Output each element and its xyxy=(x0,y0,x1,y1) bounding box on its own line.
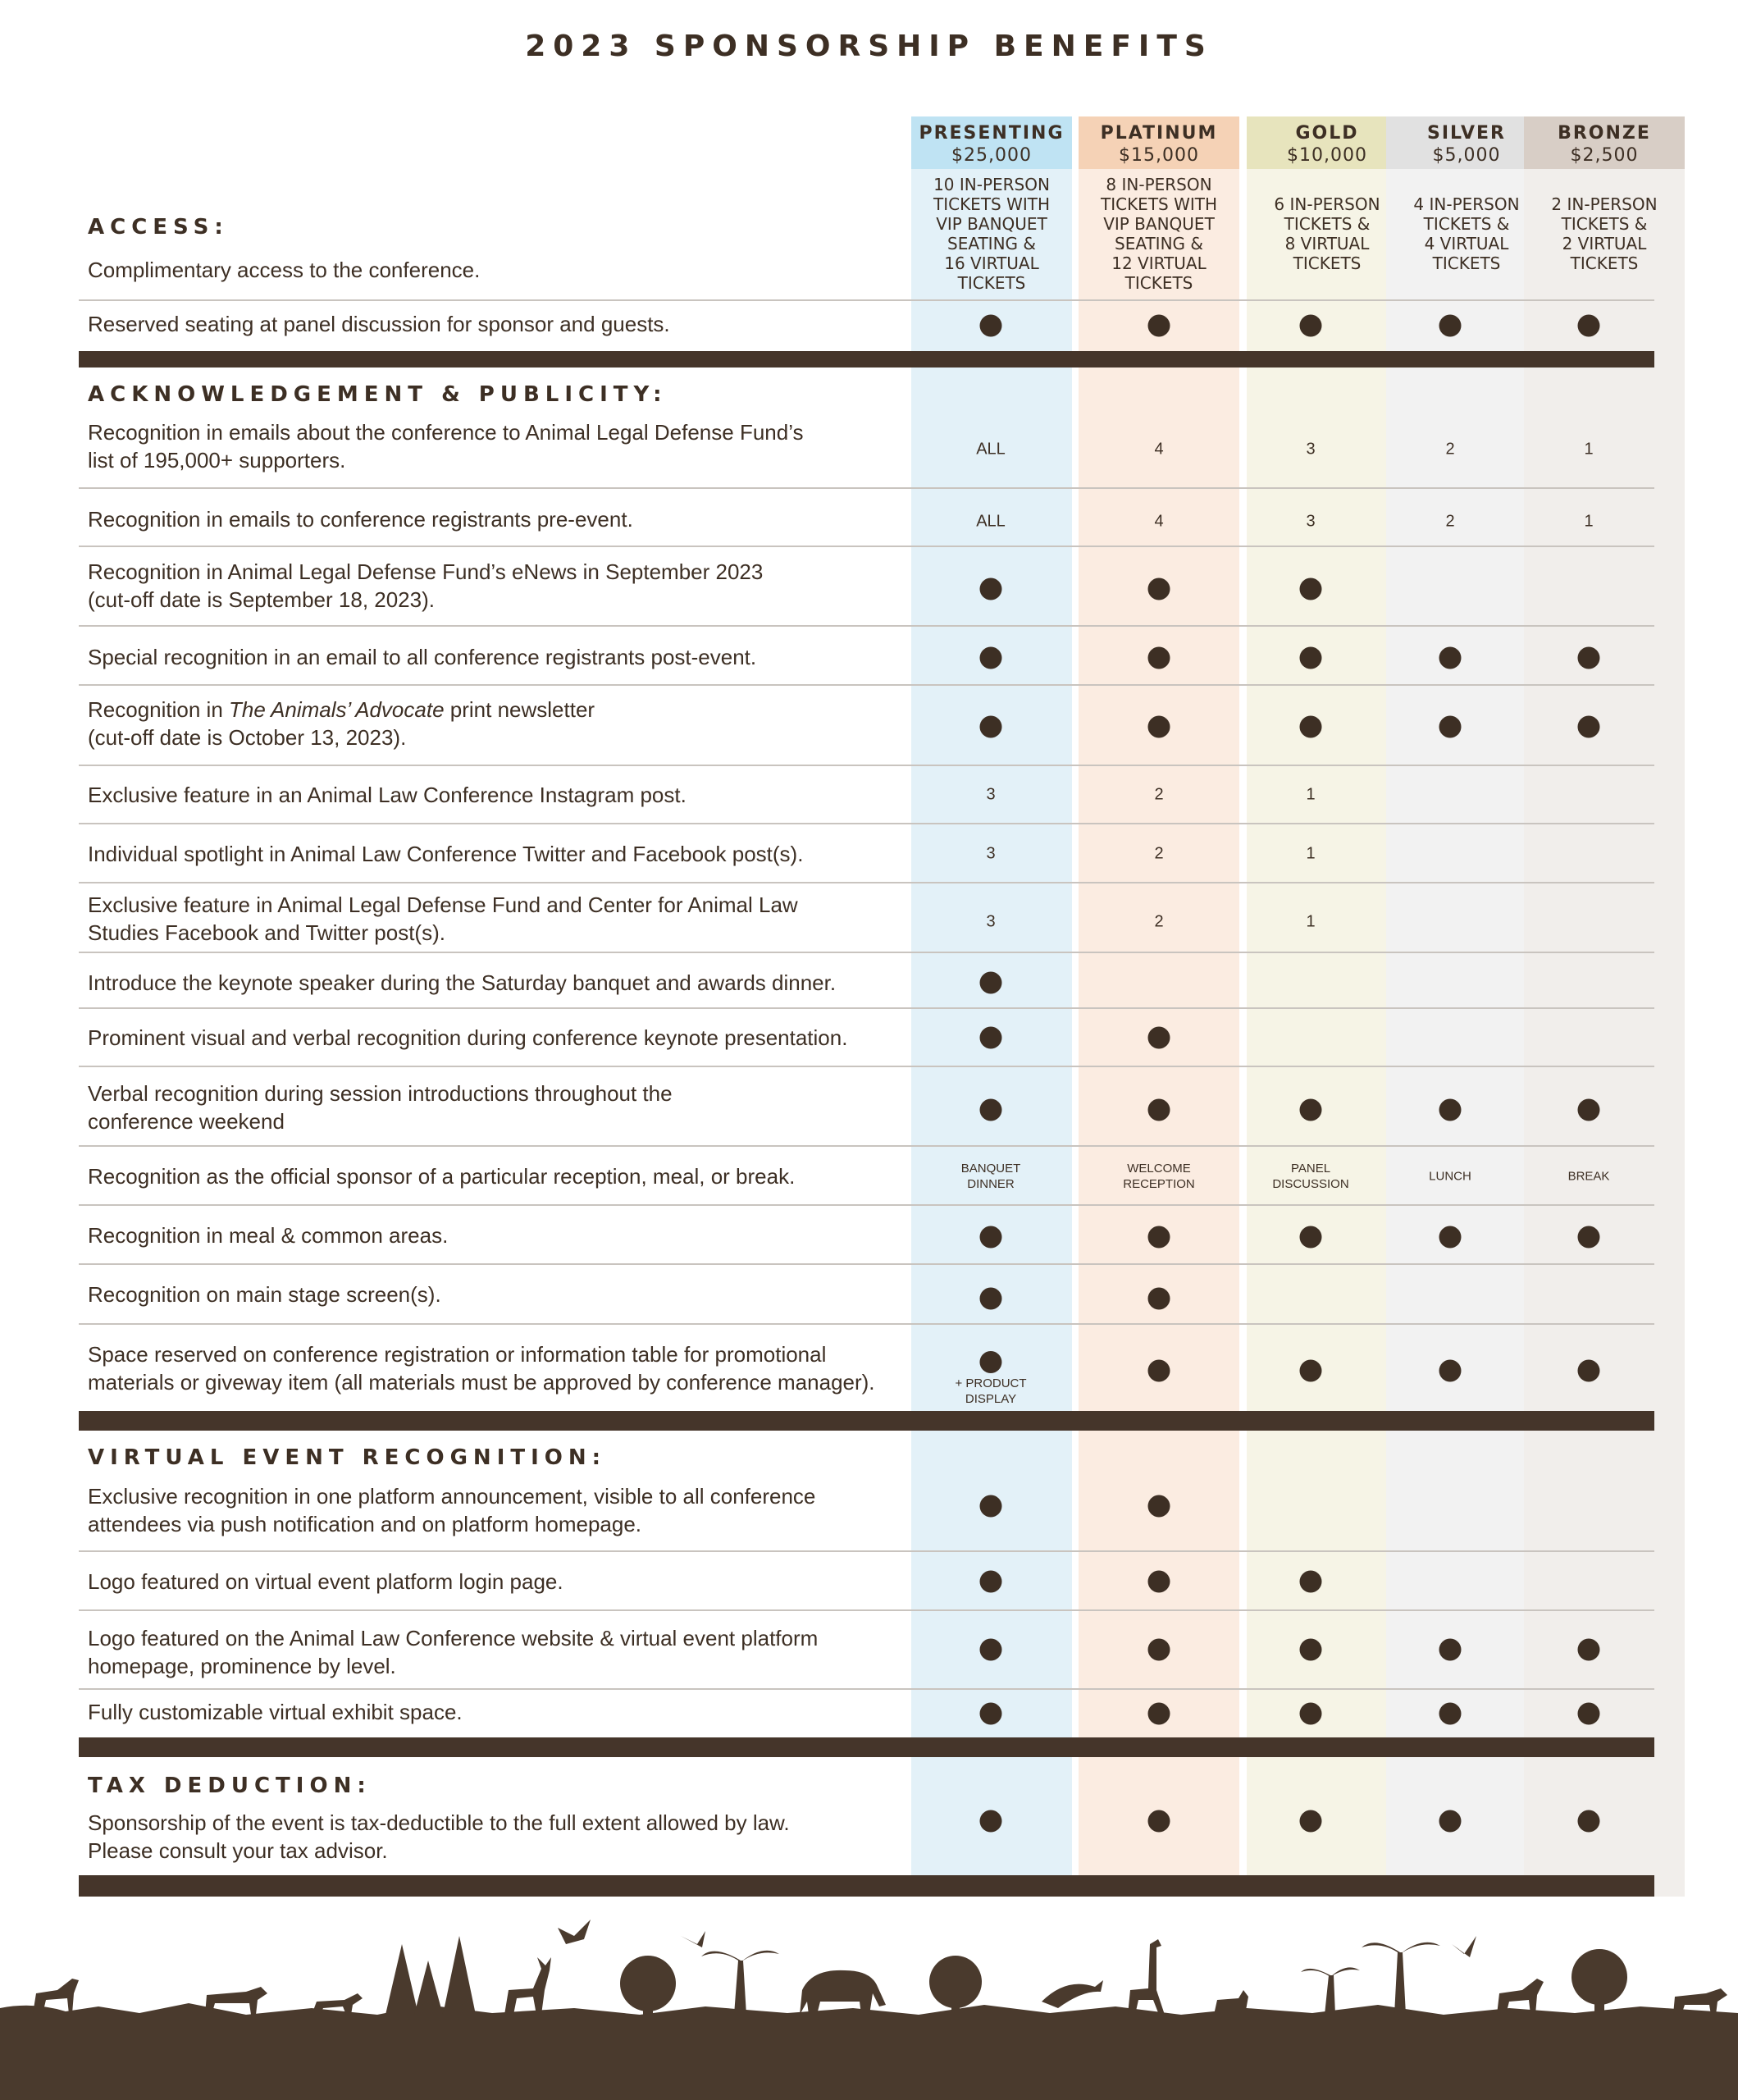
included-dot-icon xyxy=(1148,1495,1170,1518)
tier-header-bronze xyxy=(1524,116,1685,169)
row-divider xyxy=(79,1263,1654,1265)
included-dot-icon xyxy=(1439,1703,1462,1725)
included-dot-icon xyxy=(1300,716,1322,738)
tier-name: SILVER xyxy=(1426,123,1506,144)
tier-tickets xyxy=(1386,194,1547,273)
section-divider xyxy=(79,1875,1654,1897)
tier-price: $10,000 xyxy=(1287,145,1367,166)
benefit-mark: PANEL DISCUSSION xyxy=(1272,1162,1349,1191)
included-dot-icon xyxy=(1148,578,1170,600)
benefit-line: (cut-off date is September 18, 2023). xyxy=(88,587,435,612)
included-dot-icon xyxy=(980,315,1002,337)
benefit-mark: BANQUET DINNER xyxy=(960,1162,1021,1191)
benefit-mark xyxy=(980,1288,1002,1310)
included-dot-icon xyxy=(980,1639,1002,1661)
benefit-line: Recognition on main stage screen(s). xyxy=(88,1282,441,1307)
benefit-row-text xyxy=(88,1080,908,1135)
benefit-mark xyxy=(1578,1639,1600,1661)
included-dot-icon xyxy=(980,1810,1002,1833)
section-heading: ACCESS: xyxy=(88,215,229,240)
benefit-mark xyxy=(1300,578,1322,600)
ticket-line: TICKETS & xyxy=(1284,214,1371,234)
benefit-mark xyxy=(1439,716,1462,738)
ticket-line: TICKETS WITH xyxy=(933,194,1051,214)
benefit-mark: 2 xyxy=(1154,844,1164,863)
tier-column-gold xyxy=(1247,116,1407,1897)
benefit-row-text xyxy=(88,1340,908,1396)
benefit-line: Recognition in emails to conference registrants pre-event. xyxy=(88,507,633,532)
ticket-line: 2 VIRTUAL xyxy=(1562,234,1647,253)
benefit-mark xyxy=(1439,647,1462,669)
included-dot-icon xyxy=(980,578,1002,600)
benefit-row-text xyxy=(88,781,908,809)
row-divider xyxy=(79,882,1654,883)
benefit-line: Logo featured on virtual event platform login page. xyxy=(88,1569,563,1594)
benefit-mark xyxy=(980,1226,1002,1249)
ticket-line: 2 IN-PERSON xyxy=(1551,194,1658,214)
included-dot-icon xyxy=(1148,1099,1170,1121)
benefit-mark xyxy=(1300,1226,1322,1249)
benefit-row-text xyxy=(88,840,908,868)
benefit-mark xyxy=(1148,1639,1170,1661)
ticket-line: TICKETS xyxy=(1432,253,1501,273)
benefit-mark: 2 xyxy=(1445,512,1455,531)
tier-price: $5,000 xyxy=(1432,145,1501,166)
ticket-line: SEATING & xyxy=(1115,234,1203,253)
row-divider xyxy=(79,684,1654,686)
benefit-row-text xyxy=(88,418,908,474)
row-divider xyxy=(79,765,1654,766)
included-dot-icon xyxy=(1148,647,1170,669)
tier-column-platinum xyxy=(1079,116,1239,1897)
animal-silhouettes-icon xyxy=(0,1911,1738,2026)
benefit-row-text xyxy=(88,1482,908,1538)
tier-name: BRONZE xyxy=(1558,123,1651,144)
benefit-row-text xyxy=(88,696,908,751)
benefit-row-text xyxy=(88,1281,908,1308)
ticket-line: TICKETS & xyxy=(1561,214,1648,234)
footer-ground xyxy=(0,2020,1738,2100)
tier-name: PLATINUM xyxy=(1100,123,1218,144)
included-dot-icon xyxy=(1300,1360,1322,1382)
benefit-mark xyxy=(1300,716,1322,738)
benefit-mark xyxy=(1148,315,1170,337)
tier-header-gold xyxy=(1247,116,1407,169)
included-dot-icon xyxy=(980,1571,1002,1593)
benefit-line: Recognition as the official sponsor of a particular reception, meal, or break. xyxy=(88,1164,796,1189)
ticket-line: TICKETS WITH xyxy=(1100,194,1218,214)
included-dot-icon xyxy=(980,1703,1002,1725)
benefit-mark xyxy=(980,972,1002,994)
included-dot-icon xyxy=(980,1288,1002,1310)
included-dot-icon xyxy=(1439,1226,1462,1249)
benefit-line: Recognition in emails about the conference to Animal Legal Defense Fund’s xyxy=(88,420,804,445)
benefit-row-text xyxy=(88,1624,908,1680)
tier-column-silver xyxy=(1386,116,1547,1897)
tier-tickets xyxy=(1524,194,1685,273)
included-dot-icon xyxy=(1300,315,1322,337)
benefit-line: (cut-off date is October 13, 2023). xyxy=(88,725,407,750)
benefit-line: Exclusive feature in an Animal Law Conference Instagram post. xyxy=(88,783,687,807)
benefit-line: Exclusive feature in Animal Legal Defense Fund and Center for Animal Law xyxy=(88,892,798,917)
ticket-line: TICKETS xyxy=(1293,253,1362,273)
benefit-mark xyxy=(1300,647,1322,669)
row-divider xyxy=(79,1688,1654,1690)
row-divider xyxy=(79,487,1654,489)
ticket-line: TICKETS xyxy=(1570,253,1639,273)
included-dot-icon xyxy=(1300,1703,1322,1725)
tier-header-silver xyxy=(1386,116,1547,169)
section-heading: ACKNOWLEDGEMENT & PUBLICITY: xyxy=(88,382,668,407)
benefit-mark xyxy=(980,1099,1002,1121)
included-dot-icon xyxy=(1439,315,1462,337)
included-dot-icon xyxy=(1578,1360,1600,1382)
benefit-row-text xyxy=(88,643,908,671)
benefit-line: Studies Facebook and Twitter post(s). xyxy=(88,920,445,945)
benefit-mark xyxy=(980,315,1002,337)
row-divider xyxy=(79,823,1654,824)
benefit-line: Sponsorship of the event is tax-deductible to the full extent allowed by law. xyxy=(88,1810,790,1835)
benefit-mark xyxy=(1439,1226,1462,1249)
included-dot-icon xyxy=(1148,1360,1170,1382)
included-dot-icon xyxy=(1148,1810,1170,1833)
benefit-mark xyxy=(955,1351,1026,1407)
benefit-row-text xyxy=(88,505,908,533)
included-dot-icon xyxy=(980,716,1002,738)
tier-price: $25,000 xyxy=(951,145,1032,166)
benefit-row-text xyxy=(88,1809,908,1865)
benefit-mark xyxy=(1148,1027,1170,1049)
benefit-mark: ALL xyxy=(976,440,1006,459)
benefit-mark: BREAK xyxy=(1567,1169,1610,1184)
row-divider xyxy=(79,1609,1654,1611)
row-divider xyxy=(79,1204,1654,1206)
benefit-line: Recognition in The Animals’ Advocate print newsletter xyxy=(88,697,595,722)
included-dot-icon xyxy=(1148,1027,1170,1049)
benefit-mark xyxy=(1578,1703,1600,1725)
included-dot-icon xyxy=(1300,578,1322,600)
benefit-line: materials or giveway item (all materials must be approved by conference manager). xyxy=(88,1370,875,1395)
included-dot-icon xyxy=(1578,1810,1600,1833)
included-dot-icon xyxy=(1300,1639,1322,1661)
tier-tickets xyxy=(911,175,1072,293)
included-dot-icon xyxy=(1148,1703,1170,1725)
tier-name: PRESENTING xyxy=(919,123,1065,144)
tier-tickets xyxy=(1079,175,1239,293)
benefit-mark xyxy=(980,1639,1002,1661)
benefit-mark xyxy=(1148,716,1170,738)
benefit-row-text xyxy=(88,256,908,284)
benefit-mark: 4 xyxy=(1154,512,1164,531)
benefit-mark xyxy=(1578,716,1600,738)
included-dot-icon xyxy=(1300,1810,1322,1833)
tier-price: $2,500 xyxy=(1570,145,1639,166)
benefit-mark xyxy=(1578,1360,1600,1382)
benefit-row-text xyxy=(88,1162,908,1190)
row-divider xyxy=(79,1550,1654,1552)
benefit-mark xyxy=(1578,647,1600,669)
tier-name: GOLD xyxy=(1295,123,1359,144)
benefit-mark xyxy=(1148,1360,1170,1382)
included-dot-icon xyxy=(1148,1571,1170,1593)
benefit-mark xyxy=(980,716,1002,738)
included-dot-icon xyxy=(1439,1360,1462,1382)
benefit-mark xyxy=(1148,1495,1170,1518)
benefit-mark xyxy=(1300,1571,1322,1593)
section-divider xyxy=(79,351,1654,368)
benefit-mark: 3 xyxy=(986,844,996,863)
included-dot-icon xyxy=(1148,315,1170,337)
benefit-mark: 1 xyxy=(1306,785,1316,804)
benefit-mark xyxy=(1148,1703,1170,1725)
ticket-line: 6 IN-PERSON xyxy=(1274,194,1380,214)
benefit-mark xyxy=(1148,1099,1170,1121)
ticket-line: 16 VIRTUAL xyxy=(944,253,1039,273)
benefit-line: Introduce the keynote speaker during the Saturday banquet and awards dinner. xyxy=(88,970,837,995)
tier-tickets xyxy=(1247,194,1407,273)
benefit-mark xyxy=(980,578,1002,600)
benefit-mark: 3 xyxy=(986,785,996,804)
row-divider xyxy=(79,546,1654,547)
tier-column-bronze xyxy=(1524,116,1685,1897)
benefit-line: Prominent visual and verbal recognition during conference keynote presentation. xyxy=(88,1025,848,1050)
benefit-mark: 1 xyxy=(1584,512,1594,531)
benefit-mark: WELCOME RECEPTION xyxy=(1123,1162,1195,1191)
benefit-line: Reserved seating at panel discussion for sponsor and guests. xyxy=(88,312,670,336)
benefit-mark xyxy=(1439,1639,1462,1661)
included-dot-icon xyxy=(1148,1226,1170,1249)
benefit-mark: 1 xyxy=(1306,912,1316,931)
included-dot-icon xyxy=(980,972,1002,994)
included-dot-icon xyxy=(1300,647,1322,669)
ticket-line: TICKETS & xyxy=(1423,214,1510,234)
included-dot-icon xyxy=(1578,1099,1600,1121)
included-dot-icon xyxy=(1148,716,1170,738)
benefit-row-text xyxy=(88,310,908,338)
row-divider xyxy=(79,1145,1654,1147)
row-divider xyxy=(79,1066,1654,1067)
section-divider xyxy=(79,1737,1654,1757)
tier-header-platinum xyxy=(1079,116,1239,169)
benefit-mark xyxy=(1148,1571,1170,1593)
included-dot-icon xyxy=(980,1226,1002,1249)
benefit-line: list of 195,000+ supporters. xyxy=(88,448,346,472)
included-dot-icon xyxy=(1300,1099,1322,1121)
row-divider xyxy=(79,299,1654,301)
benefit-mark xyxy=(980,1703,1002,1725)
benefit-mark xyxy=(1148,647,1170,669)
row-divider xyxy=(79,1323,1654,1325)
benefit-mark xyxy=(1578,1226,1600,1249)
included-dot-icon xyxy=(980,1495,1002,1518)
included-dot-icon xyxy=(1439,647,1462,669)
benefit-mark xyxy=(1148,1810,1170,1833)
benefit-row-text xyxy=(88,891,908,947)
benefit-mark: LUNCH xyxy=(1429,1169,1471,1184)
benefit-mark xyxy=(1439,1703,1462,1725)
benefit-mark xyxy=(1300,315,1322,337)
benefit-mark: 2 xyxy=(1445,440,1455,459)
benefit-row-text xyxy=(88,1024,908,1052)
ticket-line: TICKETS xyxy=(957,273,1026,293)
benefit-mark xyxy=(980,1571,1002,1593)
benefit-line: Special recognition in an email to all conference registrants post-event. xyxy=(88,645,757,669)
benefit-row-text xyxy=(88,558,908,614)
ticket-line: 4 VIRTUAL xyxy=(1424,234,1509,253)
included-dot-icon xyxy=(1148,1639,1170,1661)
included-dot-icon xyxy=(980,1027,1002,1049)
included-dot-icon xyxy=(1578,1639,1600,1661)
benefit-mark: 2 xyxy=(1154,912,1164,931)
benefit-mark: 3 xyxy=(1306,440,1316,459)
benefit-line: conference weekend xyxy=(88,1109,285,1134)
benefit-mark xyxy=(1300,1810,1322,1833)
benefit-line: Fully customizable virtual exhibit space. xyxy=(88,1700,463,1724)
included-dot-icon xyxy=(1439,1099,1462,1121)
included-dot-icon xyxy=(980,1351,1002,1373)
benefit-line: homepage, prominence by level. xyxy=(88,1654,396,1678)
included-dot-icon xyxy=(1578,1226,1600,1249)
ticket-line: 8 VIRTUAL xyxy=(1284,234,1370,253)
tier-header-presenting xyxy=(911,116,1072,169)
benefit-mark: 4 xyxy=(1154,440,1164,459)
benefit-line: Complimentary access to the conference. xyxy=(88,258,481,282)
ticket-line: VIP BANQUET xyxy=(936,214,1047,234)
benefit-mark xyxy=(1439,1810,1462,1833)
product-display-note: + PRODUCT DISPLAY xyxy=(955,1376,1027,1406)
page-title: 2023 SPONSORSHIP BENEFITS xyxy=(525,30,1213,63)
ticket-line: 8 IN-PERSON xyxy=(1106,175,1212,194)
tier-price: $15,000 xyxy=(1119,145,1199,166)
included-dot-icon xyxy=(1439,716,1462,738)
benefit-row-text xyxy=(88,1221,908,1249)
benefit-line: Individual spotlight in Animal Law Conference Twitter and Facebook post(s). xyxy=(88,842,804,866)
benefit-mark: 3 xyxy=(1306,512,1316,531)
included-dot-icon xyxy=(1300,1226,1322,1249)
benefit-mark xyxy=(980,647,1002,669)
benefit-mark xyxy=(980,1027,1002,1049)
benefit-mark xyxy=(1439,1099,1462,1121)
section-heading: VIRTUAL EVENT RECOGNITION: xyxy=(88,1445,607,1470)
benefit-mark xyxy=(1578,1099,1600,1121)
included-dot-icon xyxy=(980,647,1002,669)
ticket-line: 4 IN-PERSON xyxy=(1413,194,1520,214)
benefit-line: Space reserved on conference registration or information table for promotional xyxy=(88,1342,827,1367)
benefit-line: Exclusive recognition in one platform announcement, visible to all conference xyxy=(88,1484,816,1509)
section-heading: TAX DEDUCTION: xyxy=(88,1774,372,1798)
benefit-mark xyxy=(980,1495,1002,1518)
benefit-mark xyxy=(1300,1099,1322,1121)
benefit-mark xyxy=(980,1810,1002,1833)
benefit-mark xyxy=(1439,1360,1462,1382)
included-dot-icon xyxy=(980,1099,1002,1121)
benefit-line: Verbal recognition during session introductions throughout the xyxy=(88,1081,673,1106)
benefit-mark xyxy=(1148,1226,1170,1249)
included-dot-icon xyxy=(1578,647,1600,669)
benefit-mark: 3 xyxy=(986,912,996,931)
ticket-line: SEATING & xyxy=(947,234,1036,253)
benefit-line: Recognition in Animal Legal Defense Fund’s eNews in September 2023 xyxy=(88,559,764,584)
row-divider xyxy=(79,1007,1654,1009)
included-dot-icon xyxy=(1578,1703,1600,1725)
ticket-line: 12 VIRTUAL xyxy=(1111,253,1207,273)
row-divider xyxy=(79,952,1654,953)
included-dot-icon xyxy=(1148,1288,1170,1310)
benefit-row-text xyxy=(88,969,908,997)
benefit-mark xyxy=(1300,1639,1322,1661)
row-divider xyxy=(79,625,1654,627)
benefit-mark xyxy=(1439,315,1462,337)
benefit-mark: 1 xyxy=(1584,440,1594,459)
included-dot-icon xyxy=(1578,716,1600,738)
benefit-mark xyxy=(1148,578,1170,600)
benefit-mark: 2 xyxy=(1154,785,1164,804)
benefit-mark: 1 xyxy=(1306,844,1316,863)
ticket-line: VIP BANQUET xyxy=(1103,214,1215,234)
tier-column-presenting xyxy=(911,116,1072,1897)
benefit-line: Please consult your tax advisor. xyxy=(88,1838,388,1863)
ticket-line: 10 IN-PERSON xyxy=(933,175,1050,194)
benefit-line: Logo featured on the Animal Law Conference website & virtual event platform xyxy=(88,1626,819,1650)
ticket-line: TICKETS xyxy=(1124,273,1193,293)
section-divider xyxy=(79,1411,1654,1431)
benefit-row-text xyxy=(88,1568,908,1596)
benefit-mark: ALL xyxy=(976,512,1006,531)
benefit-mark xyxy=(1578,315,1600,337)
benefit-row-text xyxy=(88,1698,908,1726)
benefit-mark xyxy=(1300,1703,1322,1725)
benefit-mark xyxy=(1300,1360,1322,1382)
benefit-line: Recognition in meal & common areas. xyxy=(88,1223,449,1248)
included-dot-icon xyxy=(1578,315,1600,337)
benefit-mark xyxy=(1578,1810,1600,1833)
benefit-mark xyxy=(1148,1288,1170,1310)
benefit-line: attendees via push notification and on platform homepage. xyxy=(88,1512,642,1536)
included-dot-icon xyxy=(1439,1639,1462,1661)
included-dot-icon xyxy=(1439,1810,1462,1833)
included-dot-icon xyxy=(1300,1571,1322,1593)
